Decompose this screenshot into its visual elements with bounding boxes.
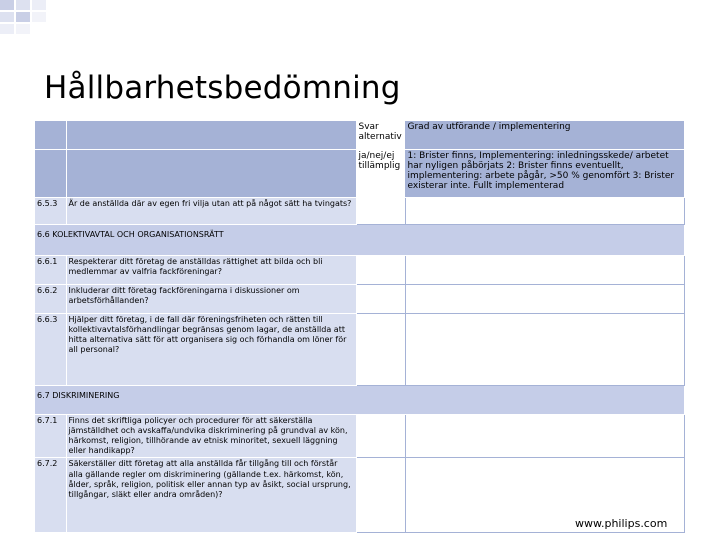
answer-cell[interactable] <box>356 255 405 284</box>
corner-decoration <box>0 0 60 45</box>
header-answer-options: ja/nej/ej tillämplig <box>356 149 405 197</box>
degree-cell[interactable] <box>405 414 684 458</box>
degree-cell[interactable] <box>405 197 684 224</box>
header-blank-id <box>35 121 66 149</box>
row-question: Säkerställer ditt företag att alla anställda får tillgång till och förstår alla gällande regler om diskriminering (gällande t.ex. härkomst, kön, ålder, språk, religion, politisk eller annan typ av åsikt, social ursprung, tillgångar, släkt eller andra områden)? <box>66 458 356 533</box>
section-heading: 6.7 DISKRIMINERING <box>35 385 684 414</box>
row-id: 6.7.1 <box>35 414 66 458</box>
row-question: Hjälper ditt företag, i de fall där föreningsfriheten och rätten till kollektivavtalsförhandlingar begränsas genom lagar, de anställda att hitta alternativa sätt för att organisera sig och förhandla om löner för all personal? <box>66 313 356 385</box>
header-scale: 1: Brister finns, Implementering: inledningsskede/ arbetet har nyligen påbörjats 2: Brister finns eventuellt, implementering: arbete pågår, >50 % genomfört 3: Brister existerar inte. Fullt implementerad <box>405 149 684 197</box>
row-question: Respekterar ditt företag de anställdas rättighet att bilda och bli medlemmar av valfria fackföreningar? <box>66 255 356 284</box>
section-row <box>35 385 684 414</box>
header-blank-question-2 <box>66 149 356 197</box>
row-id: 6.7.2 <box>35 458 66 533</box>
answer-cell[interactable] <box>356 284 405 313</box>
section-heading: 6.6 KOLEKTIVAVTAL OCH ORGANISATIONSRÄTT <box>35 224 684 255</box>
header-degree-label: Grad av utförande / implementering <box>405 121 684 149</box>
row-question: Inkluderar ditt företag fackföreningarna i diskussioner om arbetsförhållanden? <box>66 284 356 313</box>
header-blank-question <box>66 121 356 149</box>
answer-cell[interactable] <box>356 197 405 224</box>
row-id: 6.6.1 <box>35 255 66 284</box>
table-row <box>35 414 684 458</box>
row-id: 6.5.3 <box>35 197 66 224</box>
answer-cell[interactable] <box>356 458 405 533</box>
section-row <box>35 224 684 255</box>
assessment-table <box>35 121 685 533</box>
table-row <box>35 313 684 385</box>
answer-cell[interactable] <box>356 414 405 458</box>
table-row <box>35 284 684 313</box>
table-row <box>35 197 684 224</box>
row-id: 6.6.2 <box>35 284 66 313</box>
answer-cell[interactable] <box>356 313 405 385</box>
row-question: Finns det skriftliga policyer och procedurer för att säkerställa jämställdhet och avskaffa/undvika diskriminering på grundval av kön, härkomst, religion, tillhörande av etnisk minoritet, sexuell läggning eller handikapp? <box>66 414 356 458</box>
degree-cell[interactable] <box>405 284 684 313</box>
degree-cell[interactable] <box>405 255 684 284</box>
header-blank-id-2 <box>35 149 66 197</box>
row-question: Är de anställda där av egen fri vilja utan att på något sätt ha tvingats? <box>66 197 356 224</box>
page-title: Hållbarhetsbedömning <box>44 70 401 106</box>
degree-cell[interactable] <box>405 313 684 385</box>
footer-url: www.philips.com <box>575 517 668 530</box>
header-answer-alt: Svar alternativ <box>356 121 405 149</box>
table-row <box>35 255 684 284</box>
row-id: 6.6.3 <box>35 313 66 385</box>
